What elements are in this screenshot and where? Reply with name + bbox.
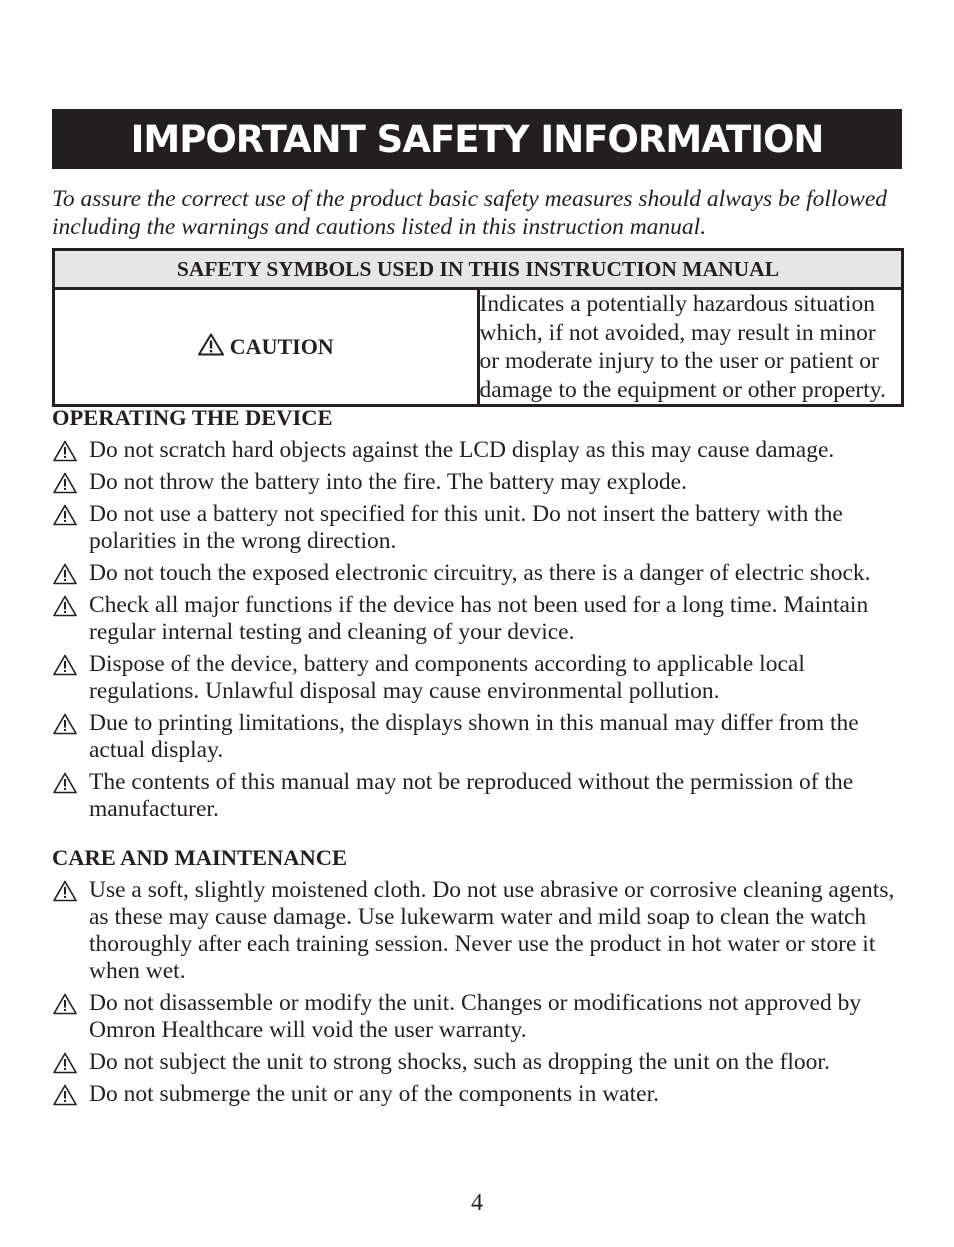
page-title: IMPORTANT SAFETY INFORMATION [130,117,824,161]
warning-item [52,1081,912,1108]
warning-text: Do not subject the unit to strong shocks, such as dropping the unit on the floor. [89,1049,830,1075]
warning-item [52,651,912,705]
warning-item [52,560,912,587]
section-title-care: CARE AND MAINTENANCE [52,845,348,870]
warning-item [52,769,912,823]
warning-text: Do not use a battery not specified for this unit. Do not insert the battery with the polarities in the wrong direction. [89,501,843,554]
warning-text: Dispose of the device, battery and components according to applicable local regulations. Unlawful disposal may cause environmental pollution. [89,651,805,704]
warning-item [52,710,912,764]
warning-text: Do not touch the exposed electronic circuitry, as there is a danger of electric shock. [89,560,871,586]
warning-item [52,469,912,496]
warning-triangle-icon [53,440,77,462]
warning-text: Do not throw the battery into the fire. The battery may explode. [89,469,687,495]
safety-symbols-table [52,248,904,407]
table-header-row [54,250,903,289]
warning-text: Do not submerge the unit or any of the components in water. [89,1081,659,1107]
warning-triangle-icon [53,1052,77,1074]
warning-triangle-icon [53,595,77,617]
symbol-label-cell [54,289,479,406]
warning-item [52,990,912,1044]
table-heading: SAFETY SYMBOLS USED IN THIS INSTRUCTION MANUAL [54,250,903,289]
warning-triangle-icon [198,333,224,362]
warning-triangle-icon [53,563,77,585]
intro-paragraph: To assure the correct use of the product basic safety measures should always be followed including the warnings and cautions listed in this instruction manual. [52,186,888,240]
warning-triangle-icon [53,1084,77,1106]
warning-text: Do not scratch hard objects against the LCD display as this may cause damage. [89,437,835,463]
warning-item [52,501,912,555]
warning-triangle-icon [53,993,77,1015]
table-row [54,289,903,406]
section-title-operating: OPERATING THE DEVICE [52,405,333,430]
warning-triangle-icon [53,654,77,676]
caution-label: CAUTION [229,333,334,359]
care-warnings-list [52,877,912,1113]
warning-triangle-icon [53,472,77,494]
warning-item [52,1049,912,1076]
warning-item [52,592,912,646]
warning-triangle-icon [53,880,77,902]
title-banner [52,109,902,169]
warning-triangle-icon [53,713,77,735]
warning-text: Do not disassemble or modify the unit. Changes or modifications not approved by Omron Healthcare will void the user warranty. [89,990,862,1043]
warning-item [52,877,912,985]
warning-item [52,437,912,464]
operating-warnings-list [52,437,912,828]
caution-description: Indicates a potentially hazardous situation which, if not avoided, may result in minor or moderate injury to the user or patient or damage to the equipment or other property. [478,289,903,406]
warning-text: Due to printing limitations, the displays shown in this manual may differ from the actual display. [89,710,859,763]
page-number: 4 [471,1190,483,1216]
warning-text: Use a soft, slightly moistened cloth. Do not use abrasive or corrosive cleaning agents, as these may cause damage. Use lukewarm water and mild soap to clean the watch thoroughly after each training session. Never use the product in hot water or store it when wet. [89,877,895,984]
warning-triangle-icon [53,772,77,794]
warning-text: Check all major functions if the device has not been used for a long time. Maintain regular internal testing and cleaning of your device. [89,592,869,645]
warning-text: The contents of this manual may not be reproduced without the permission of the manufacturer. [89,769,854,822]
warning-triangle-icon [53,504,77,526]
